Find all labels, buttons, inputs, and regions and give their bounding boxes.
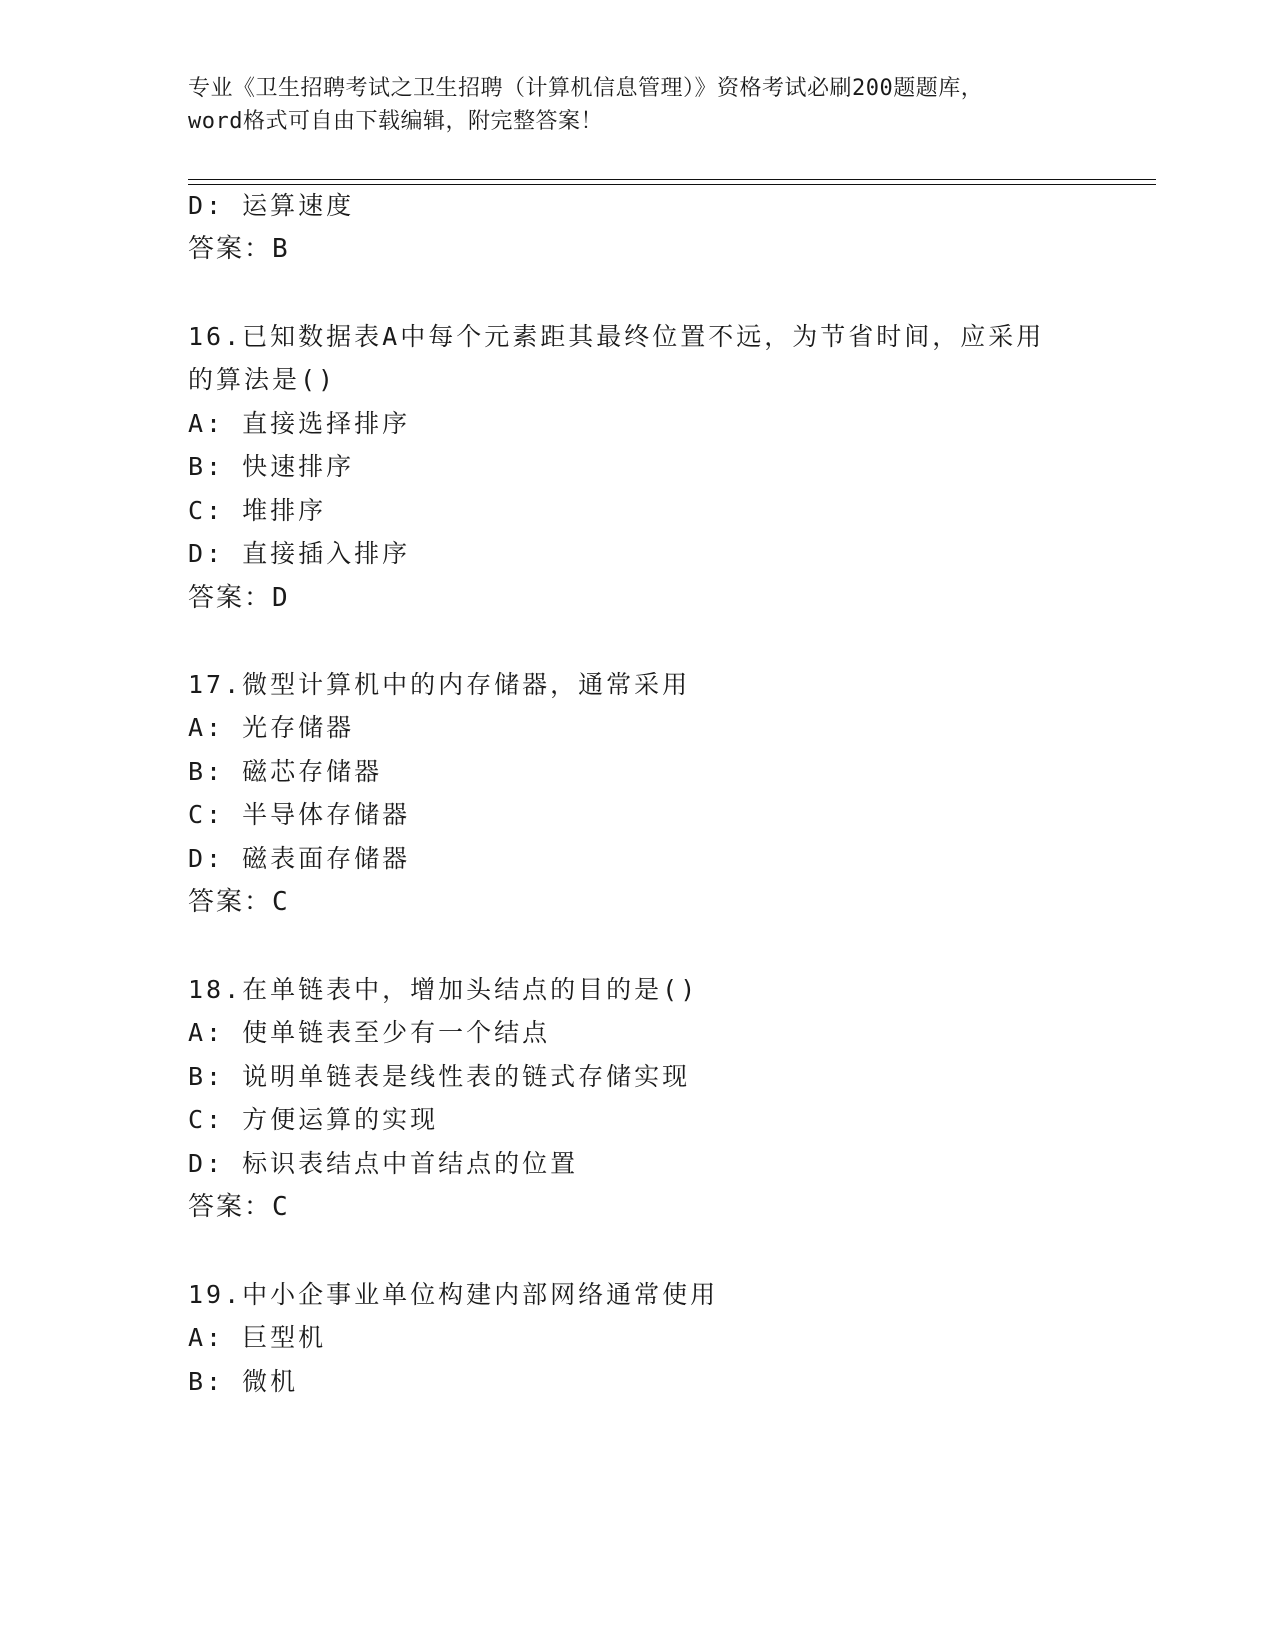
header-title-line-2: word格式可自由下载编辑，附完整答案！ (188, 109, 603, 134)
q16-option-b: B: 快速排序 (188, 452, 355, 481)
q17-option-b: B: 磁芯存储器 (188, 757, 383, 786)
q17-option-d: D: 磁表面存储器 (188, 844, 411, 873)
q16-stem-line-2: 的算法是() (188, 365, 337, 394)
document-header (188, 72, 1088, 138)
answer-value: B (272, 234, 288, 264)
q19-option-b: B: 微机 (188, 1367, 299, 1396)
answer-value: C (272, 1192, 288, 1222)
q16-answer (188, 582, 288, 614)
q18-option-b: B: 说明单链表是线性表的链式存储实现 (188, 1062, 691, 1091)
header-title-line-1: 专业《卫生招聘考试之卫生招聘（计算机信息管理）》资格考试必刷200题题库， (188, 76, 984, 101)
q16-option-a: A: 直接选择排序 (188, 409, 411, 438)
q17-option-c: C: 半导体存储器 (188, 800, 411, 829)
q16-stem-line-1: 16.已知数据表A中每个元素距其最终位置不远，为节省时间，应采用 (188, 322, 1045, 351)
q15-option-d: D: 运算速度 (188, 191, 355, 220)
q18-option-c: C: 方便运算的实现 (188, 1105, 439, 1134)
q18-option-d: D: 标识表结点中首结点的位置 (188, 1149, 579, 1178)
q17-stem: 17.微型计算机中的内存储器，通常采用 (188, 670, 691, 699)
answer-value: C (272, 887, 288, 917)
q19-option-a: A: 巨型机 (188, 1323, 327, 1352)
answer-label: 答案： (188, 234, 273, 264)
q16-option-c: C: 堆排序 (188, 496, 327, 525)
answer-label: 答案： (188, 583, 273, 613)
answer-value: D (272, 583, 288, 613)
q19-stem: 19.中小企事业单位构建内部网络通常使用 (188, 1280, 719, 1309)
q17-answer (188, 886, 288, 918)
q15-answer (188, 233, 288, 265)
q17-option-a: A: 光存储器 (188, 713, 355, 742)
q18-stem: 18.在单链表中，增加头结点的目的是() (188, 975, 699, 1004)
q16-option-d: D: 直接插入排序 (188, 539, 411, 568)
q18-option-a: A: 使单链表至少有一个结点 (188, 1018, 551, 1047)
header-divider-top (188, 179, 1156, 180)
answer-label: 答案： (188, 1192, 273, 1222)
q18-answer (188, 1191, 288, 1223)
header-divider-bottom (188, 184, 1156, 185)
answer-label: 答案： (188, 887, 273, 917)
